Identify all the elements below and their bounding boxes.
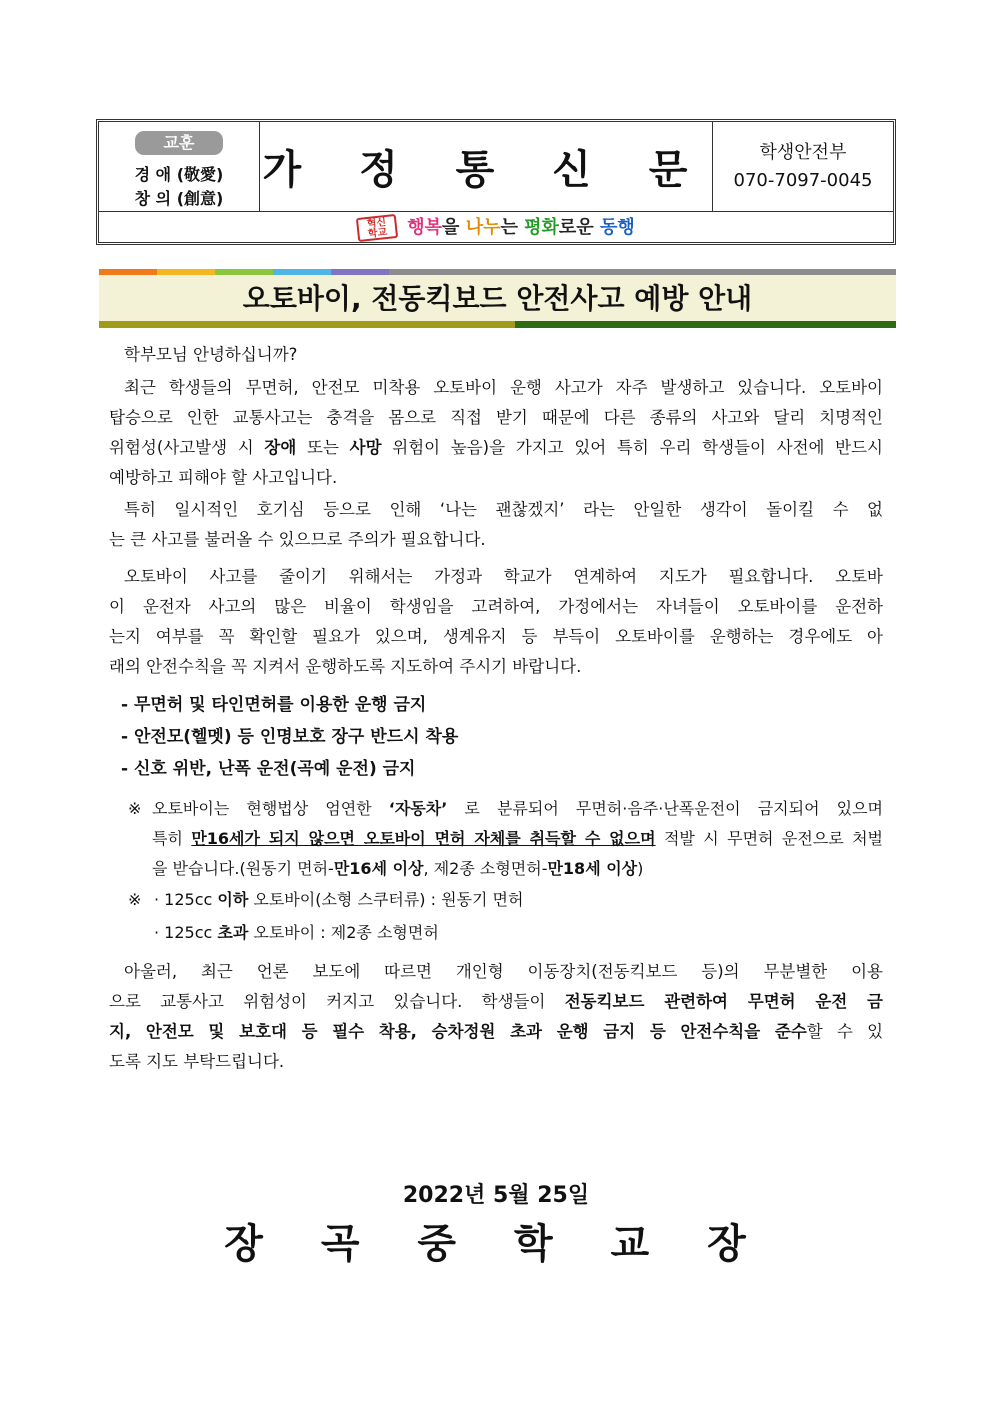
motto-label: 교훈 bbox=[135, 131, 223, 155]
motto-line-1: 경 애 (敬愛) bbox=[134, 165, 224, 184]
header-top-row bbox=[99, 122, 893, 212]
newsletter-header bbox=[96, 119, 896, 245]
dept-cell bbox=[712, 122, 893, 211]
list-item: - 신호 위반, 난폭 운전(곡예 운전) 금지 bbox=[121, 759, 416, 779]
innovation-school-stamp-icon: 혁신 학교 bbox=[356, 214, 398, 242]
paragraph-2: 특히 일시적인 호기심 등으로 인해 ‘나는 괜찮겠지’ 라는 안일한 생각이 돌이킬 수 없 는 큰 사고를 불러올 수 있으므로 주의가 필요합니다. bbox=[109, 500, 883, 549]
paragraph-4: 아울러, 최근 언론 보도에 따르면 개인형 이동장치(전동킥보드 등)의 무분별한 이용 으로 교통사고 위험성이 커지고 있습니다. 학생들이 전동킥보드 관련하여 무면허 운전 금 지, 안전모 및 보호대 등 필수 착용, 승차정원 초과 운행 금지 등 안전수칙을 준수할 수 있 도록 지도 부탁드립니다. bbox=[109, 962, 883, 1071]
issue-date: 2022년 5월 25일 bbox=[402, 1183, 590, 1208]
signer: 장 곡 중 학 교 장 bbox=[224, 1221, 768, 1267]
notice-title: 오토바이, 전동킥보드 안전사고 예방 안내 bbox=[99, 275, 896, 321]
paragraph-1: 최근 학생들의 무면허, 안전모 미착용 오토바이 운행 사고가 자주 발생하고 있습니다. 오토바이 탑승으로 인한 교통사고는 충격을 몸으로 직접 받기 때문에 다른 종류의 사고와 달리 치명적인 위험성(사고발생 시 장애 또는 사망 위험이 높음)을 가지고 있어 특히 우리 학생들이 사전에 반드시 예방하고 피해야 할 사고입니다. bbox=[109, 378, 883, 487]
slogan: 혁신 학교 행복을 나누는 평화로운 동행 bbox=[99, 212, 893, 244]
department-phone: 070-7097-0045 bbox=[733, 170, 873, 191]
department-name: 학생안전부 bbox=[759, 142, 847, 163]
paragraph-3: 오토바이 사고를 줄이기 위해서는 가정과 학교가 연계하여 지도가 필요합니다. 오토바 이 운전자 사고의 많은 비율이 학생임을 고려하여, 가정에서는 자녀들이 오토바이를 운전하 는지 여부를 꼭 확인할 필요가 있으며, 생계유지 등 부득이 오토바이를 운행하는 경우에도 아 래의 안전수칙을 꼭 지켜서 운행하도록 지도하여 주시기 바랍니다. bbox=[109, 567, 883, 676]
title-bottom-bar bbox=[99, 321, 896, 328]
motto-cell bbox=[99, 122, 260, 211]
safety-rules-list bbox=[121, 689, 458, 785]
page-title: 가 정 통 신 문 bbox=[262, 147, 710, 193]
list-item: - 무면허 및 타인면허를 이용한 운행 금지 bbox=[121, 695, 427, 715]
list-item: - 안전모(헬멧) 등 인명보호 장구 반드시 착용 bbox=[121, 727, 459, 747]
greeting: 학부모님 안녕하십니까? bbox=[124, 345, 298, 364]
motto-line-2: 창 의 (創意) bbox=[134, 189, 224, 208]
